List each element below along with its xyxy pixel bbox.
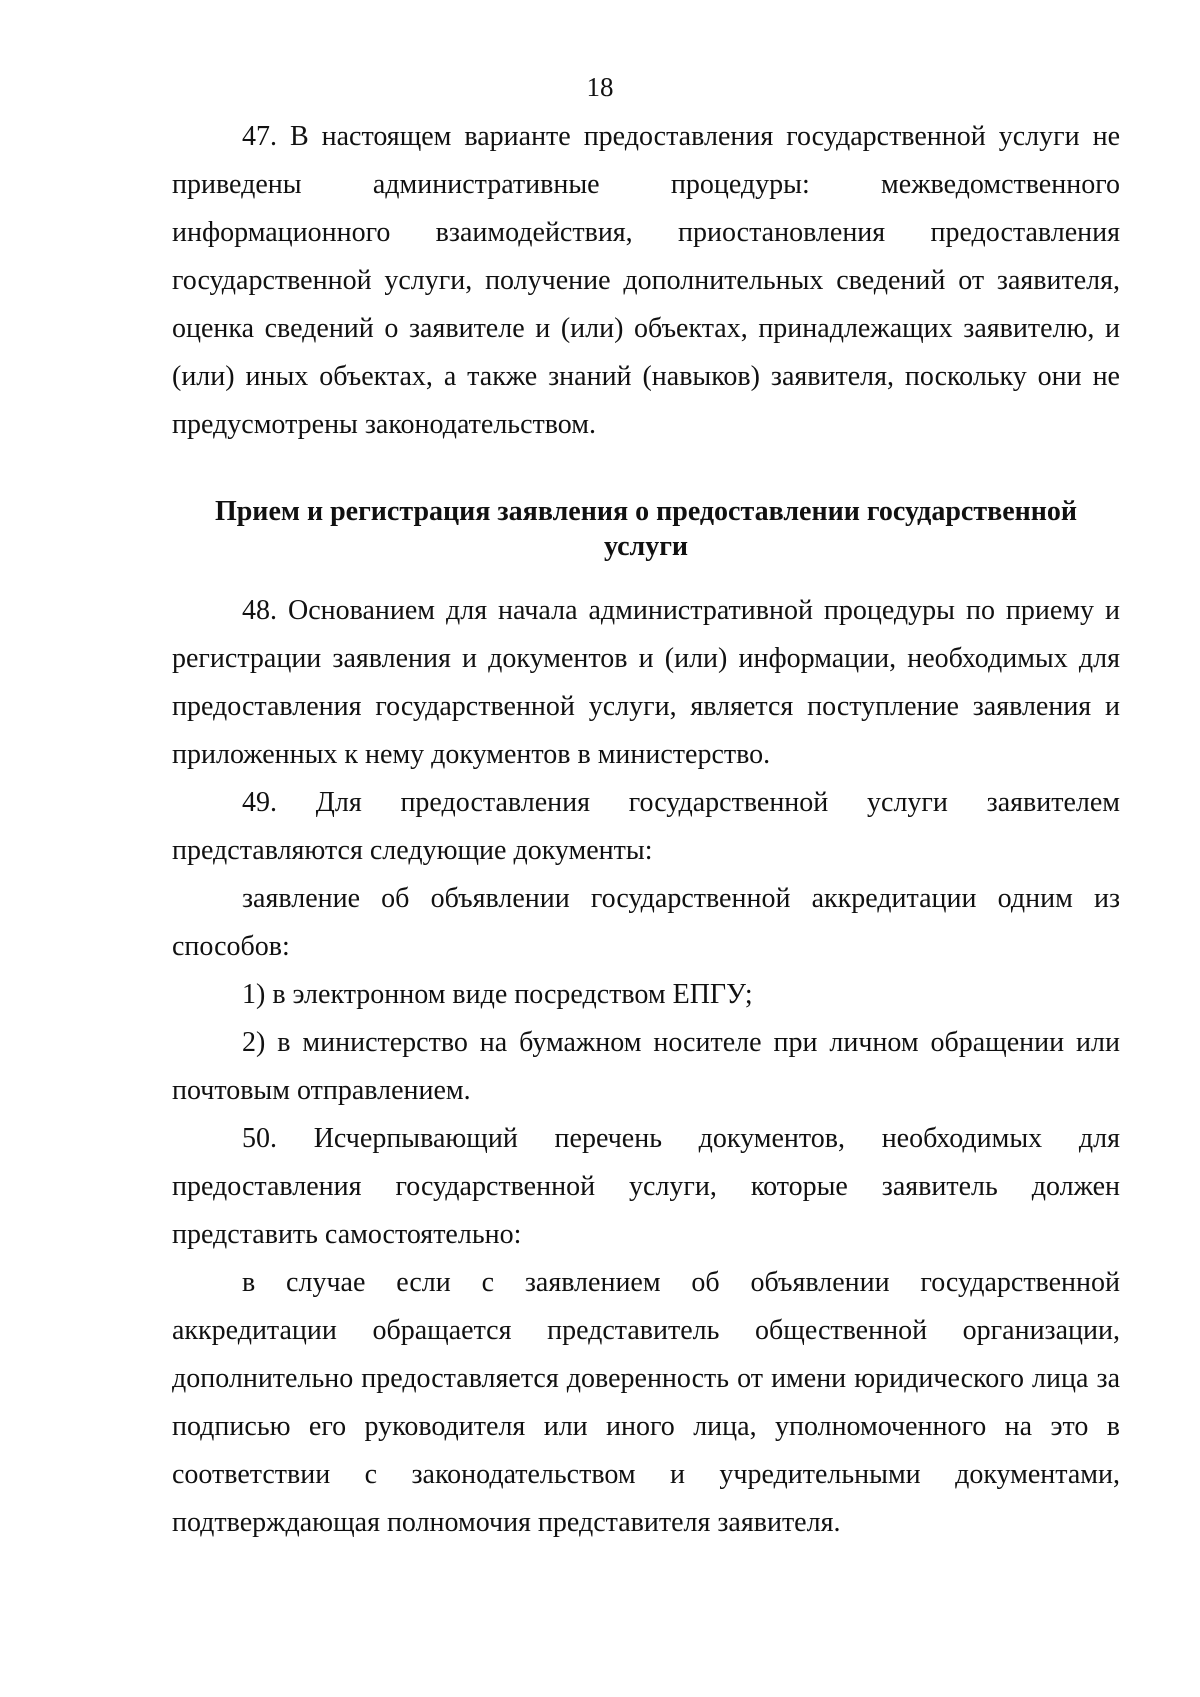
page-number: 18 bbox=[586, 72, 614, 102]
section-heading: Прием и регистрация заявления о предоставлении государственной услуги bbox=[214, 496, 1078, 562]
paragraph-49: 49. Для предоставления государственной услуги заявителем представляются следующие документы: bbox=[172, 787, 1120, 866]
paragraph-49-statement: заявление об объявлении государственной аккредитации одним из способов: bbox=[172, 883, 1120, 962]
paragraph-50: 50. Исчерпывающий перечень документов, необходимых для предоставления государственной услуги, которые заявитель должен представить самостоятельно: bbox=[172, 1123, 1120, 1250]
page-content bbox=[172, 113, 1120, 1547]
paragraph-48: 48. Основанием для начала административной процедуры по приему и регистрации заявления и документов и (или) информации, необходимых для предоставления государственной услуги, является поступление заявления и приложенных к нему документов в министерство. bbox=[172, 595, 1120, 770]
paragraph-49-option-1: 1) в электронном виде посредством ЕПГУ; bbox=[242, 979, 753, 1010]
paragraph-47: 47. В настоящем варианте предоставления государственной услуги не приведены административные процедуры: межведомственного информационного взаимодействия, приостановления предоставления государственной услуги, получение дополнительных сведений от заявителя, оценка сведений о заявителе и (или) объектах, принадлежащих заявителю, и (или) иных объектах, а также знаний (навыков) заявителя, поскольку они не предусмотрены законодательством. bbox=[172, 121, 1120, 440]
paragraph-49-option-2: 2) в министерство на бумажном носителе при личном обращении или почтовым отправлением. bbox=[172, 1027, 1120, 1106]
paragraph-50-details: в случае если с заявлением об объявлении государственной аккредитации обращается представитель общественной организации, дополнительно предоставляется доверенность от имени юридического лица за подписью его руководителя или иного лица, уполномоченного на это в соответствии с законодательством и учредительными документами, подтверждающая полномочия представителя заявителя. bbox=[172, 1267, 1120, 1538]
